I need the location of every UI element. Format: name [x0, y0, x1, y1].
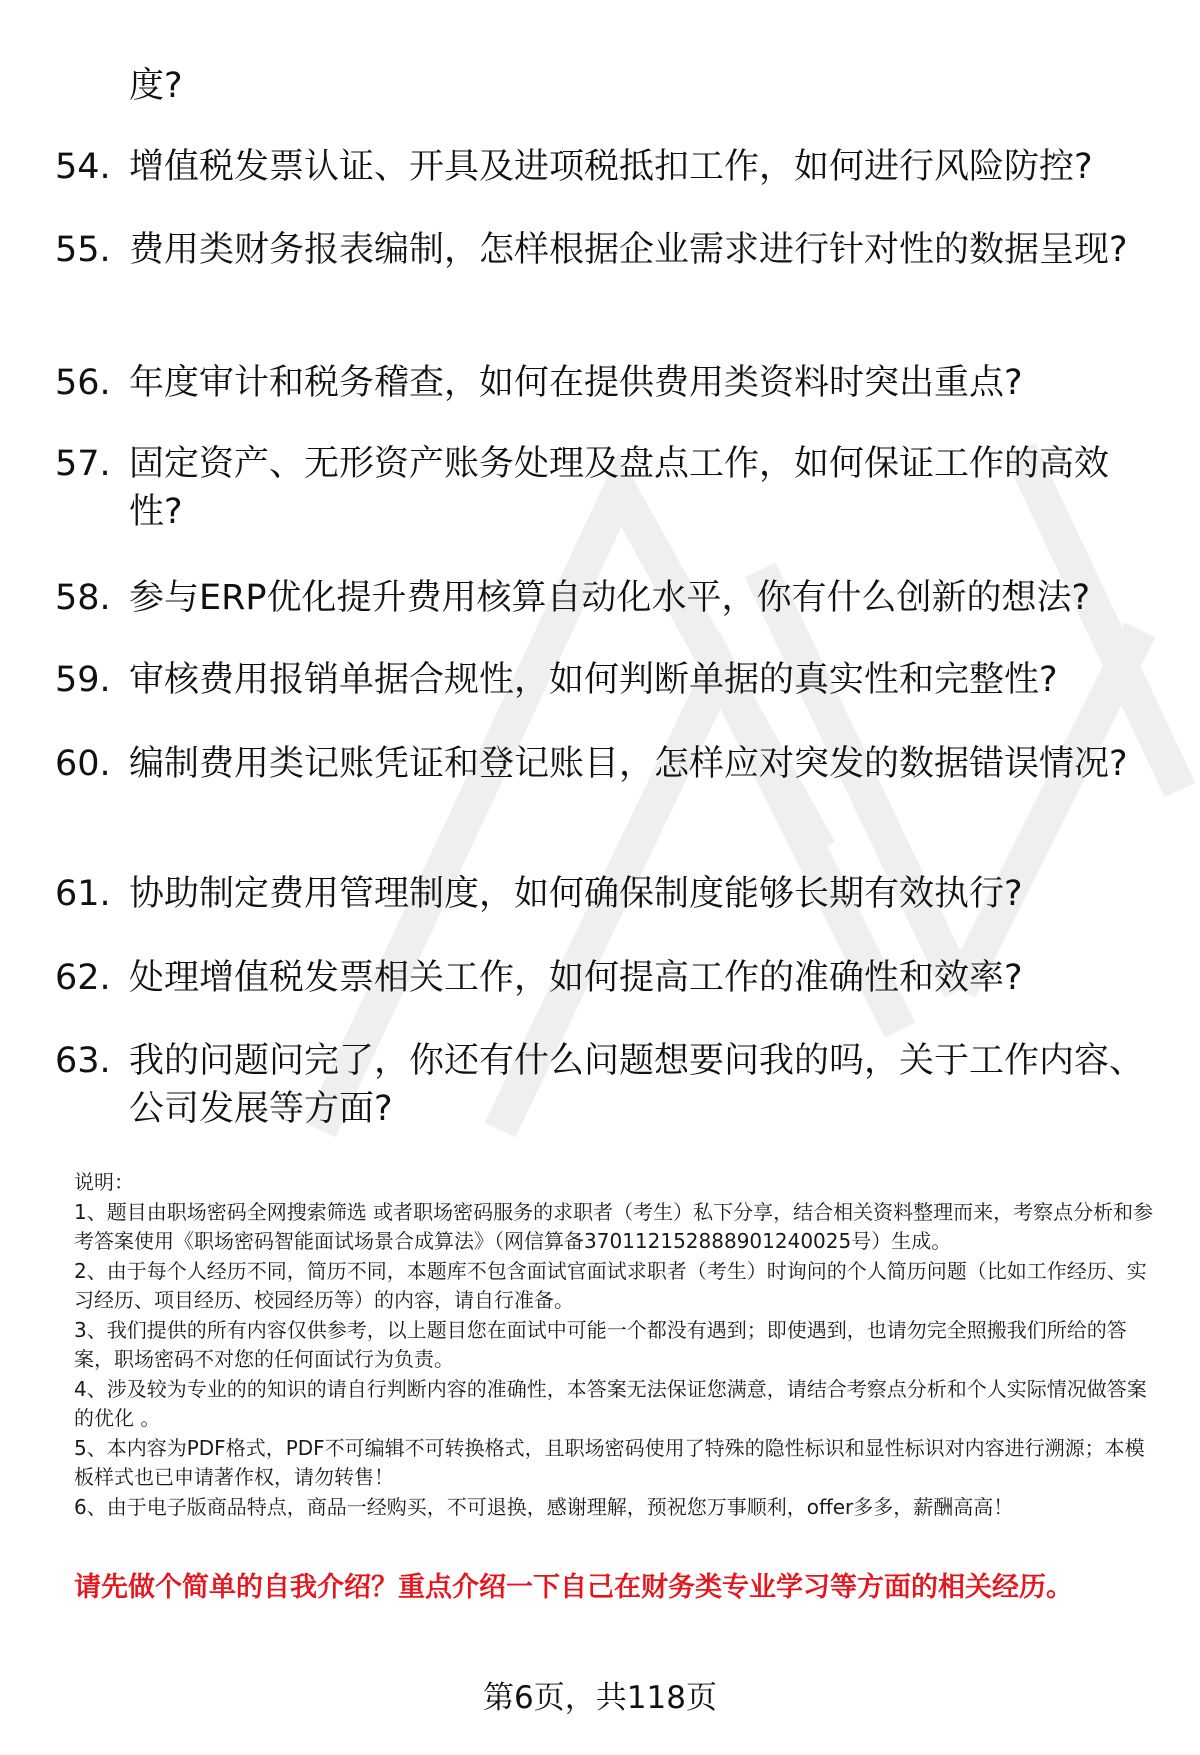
question-text: 增值税发票认证、开具及进项税抵扣工作，如何进行风险防控? [129, 147, 1093, 187]
question-number: 61. [55, 874, 111, 914]
question-text: 审核费用报销单据合规性，如何判断单据的真实性和完整性? [129, 660, 1058, 700]
note-item: 5、本内容为PDF格式，PDF不可编辑不可转换格式，且职场密码使用了特殊的隐性标识和显性标识对内容进行溯源；本模板样式也已申请著作权，请勿转售！ [74, 1435, 1145, 1489]
notes-title: 说明： [74, 1170, 134, 1194]
question-number: 56. [55, 363, 111, 403]
question-text: 协助制定费用管理制度，如何确保制度能够长期有效执行? [129, 874, 1023, 914]
question-number: 59. [55, 660, 111, 700]
question-text: 编制费用类记账凭证和登记账目，怎样应对突发的数据错误情况? [129, 744, 1128, 784]
note-item: 6、由于电子版商品特点，商品一经购买，不可退换，感谢理解，预祝您万事顺利，offer多多，薪酬高高！ [74, 1494, 1014, 1519]
note-item: 4、涉及较为专业的的知识的请自行判断内容的准确性，本答案无法保证您满意，请结合考察点分析和个人实际情况做答案的优化 。 [74, 1376, 1147, 1430]
notes-section [74, 1168, 1164, 1522]
question-number: 63. [55, 1041, 111, 1081]
question-number: 57. [55, 444, 111, 484]
question-text: 年度审计和税务稽查，如何在提供费用类资料时突出重点? [129, 363, 1023, 403]
note-item: 2、由于每个人经历不同，简历不同，本题库不包含面试官面试求职者（考生）时询问的个人简历问题（比如工作经历、实习经历、项目经历、校园经历等）的内容，请自行准备。 [74, 1258, 1147, 1312]
question-number: 62. [55, 958, 111, 998]
question-text: 我的问题问完了，你还有什么问题想要问我的吗，关于工作内容、公司发展等方面? [129, 1041, 1145, 1129]
question-text: 参与ERP优化提升费用核算自动化水平，你有什么创新的想法? [129, 578, 1091, 618]
question-text: 处理增值税发票相关工作，如何提高工作的准确性和效率? [129, 958, 1023, 998]
note-item: 3、我们提供的所有内容仅供参考，以上题目您在面试中可能一个都没有遇到；即使遇到，也请勿完全照搬我们所给的答案，职场密码不对您的任何面试行为负责。 [74, 1317, 1127, 1371]
question-53-continuation: 度? [129, 66, 183, 106]
highlight-question-heading: 请先做个简单的自我介绍？重点介绍一下自己在财务类专业学习等方面的相关经历。 [74, 1572, 1073, 1603]
question-number: 60. [55, 744, 111, 784]
question-number: 55. [55, 230, 111, 270]
question-number: 54. [55, 147, 111, 187]
question-number: 58. [55, 578, 111, 618]
page-number: 第6页，共118页 [483, 1680, 717, 1716]
question-text: 费用类财务报表编制，怎样根据企业需求进行针对性的数据呈现? [129, 230, 1128, 270]
question-text: 固定资产、无形资产账务处理及盘点工作，如何保证工作的高效性? [129, 444, 1110, 532]
note-item: 1、题目由职场密码全网搜索筛选 或者职场密码服务的求职者（考生）私下分享，结合相关资料整理而来，考察点分析和参考答案使用《职场密码智能面试场景合成算法》（网信算备370112152888901240025号）生成。 [74, 1199, 1154, 1253]
